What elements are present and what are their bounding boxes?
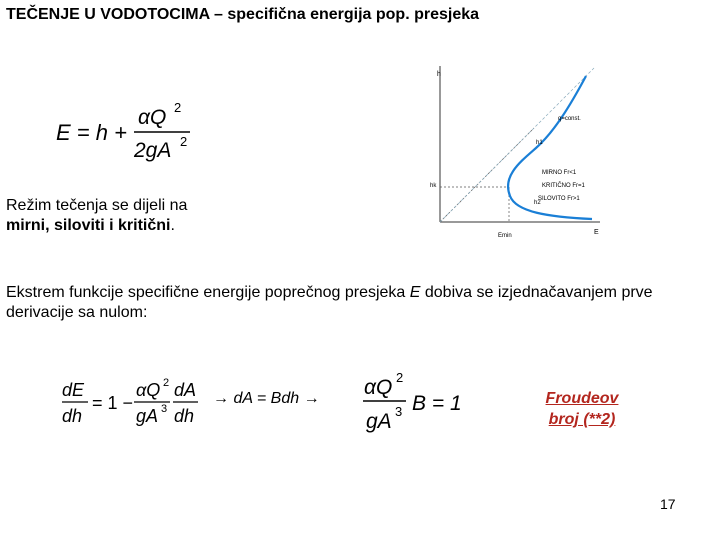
deriv-dh-2: dh [174, 406, 195, 426]
h2-label: h2 [534, 200, 541, 206]
deriv-ga-exp: 3 [161, 403, 168, 415]
extremum-text-part-2: dobiva se izjednačavanjem prve derivacije sa nulom: [6, 284, 653, 321]
hk-label: hk [430, 183, 437, 189]
deriv-de: dE [62, 380, 85, 400]
specific-energy-equation [54, 96, 204, 166]
result-ga: gA [366, 410, 392, 433]
critical-condition-equation [360, 368, 480, 436]
equation-numerator: αQ [138, 106, 167, 129]
extremum-text-part-1: Ekstrem funkcije specifične energije poprečnog presjeka [6, 284, 410, 301]
substitution [213, 390, 320, 408]
froude-line-2: broj (**2) [548, 411, 616, 428]
kriticno-label: KRITIČNO Fr=1 [542, 183, 585, 189]
deriv-dh: dh [62, 406, 83, 426]
extremum-paragraph [6, 283, 714, 323]
equation-lhs: E = h + [56, 120, 127, 145]
emin-label: Emin [498, 233, 512, 239]
h1-label: h1 [536, 140, 543, 146]
y-axis-label: h [437, 71, 441, 78]
regime-types: mirni, siloviti i kritični [6, 217, 171, 234]
regime-line-1: Režim tečenja se dijeli na [6, 197, 188, 214]
froude-line-1: Froudeov [545, 390, 619, 407]
froude-number-note [532, 388, 632, 430]
result-aq-exp: 2 [396, 370, 404, 385]
deriv-equals-one: = 1 − [92, 393, 134, 413]
substitution-expression: dA = Bdh [233, 390, 300, 407]
equation-numerator-exponent: 2 [174, 100, 182, 115]
result-rhs: B = 1 [412, 392, 462, 415]
regime-line-end: . [170, 217, 175, 234]
mirno-label: MIRNO Fr<1 [542, 170, 577, 176]
curve-label: q=const. [558, 116, 581, 122]
extremum-symbol-e: E [409, 284, 421, 301]
equation-denominator-exponent: 2 [180, 134, 188, 149]
deriv-da: dA [174, 380, 197, 400]
specific-energy-diagram [428, 62, 608, 242]
regime-line-2 [6, 216, 187, 236]
deriv-ga: gA [136, 406, 159, 426]
deriv-aq: αQ [136, 380, 161, 400]
result-ga-exp: 3 [395, 404, 403, 419]
equation-denominator: 2gA [134, 139, 172, 162]
arrow-2: → [299, 390, 320, 407]
deriv-aq-exp: 2 [163, 377, 170, 389]
slide-title: TEČENJE U VODOTOCIMA – specifična energija pop. presjeka [6, 6, 480, 23]
regime-text [6, 196, 187, 236]
derivative-equation [60, 374, 210, 434]
x-axis-label: E [594, 229, 599, 236]
result-aq: αQ [364, 376, 393, 399]
page-number: 17 [660, 496, 676, 512]
arrow-1: → [213, 390, 234, 407]
silovito-label: SILOVITO Fr>1 [538, 196, 580, 202]
